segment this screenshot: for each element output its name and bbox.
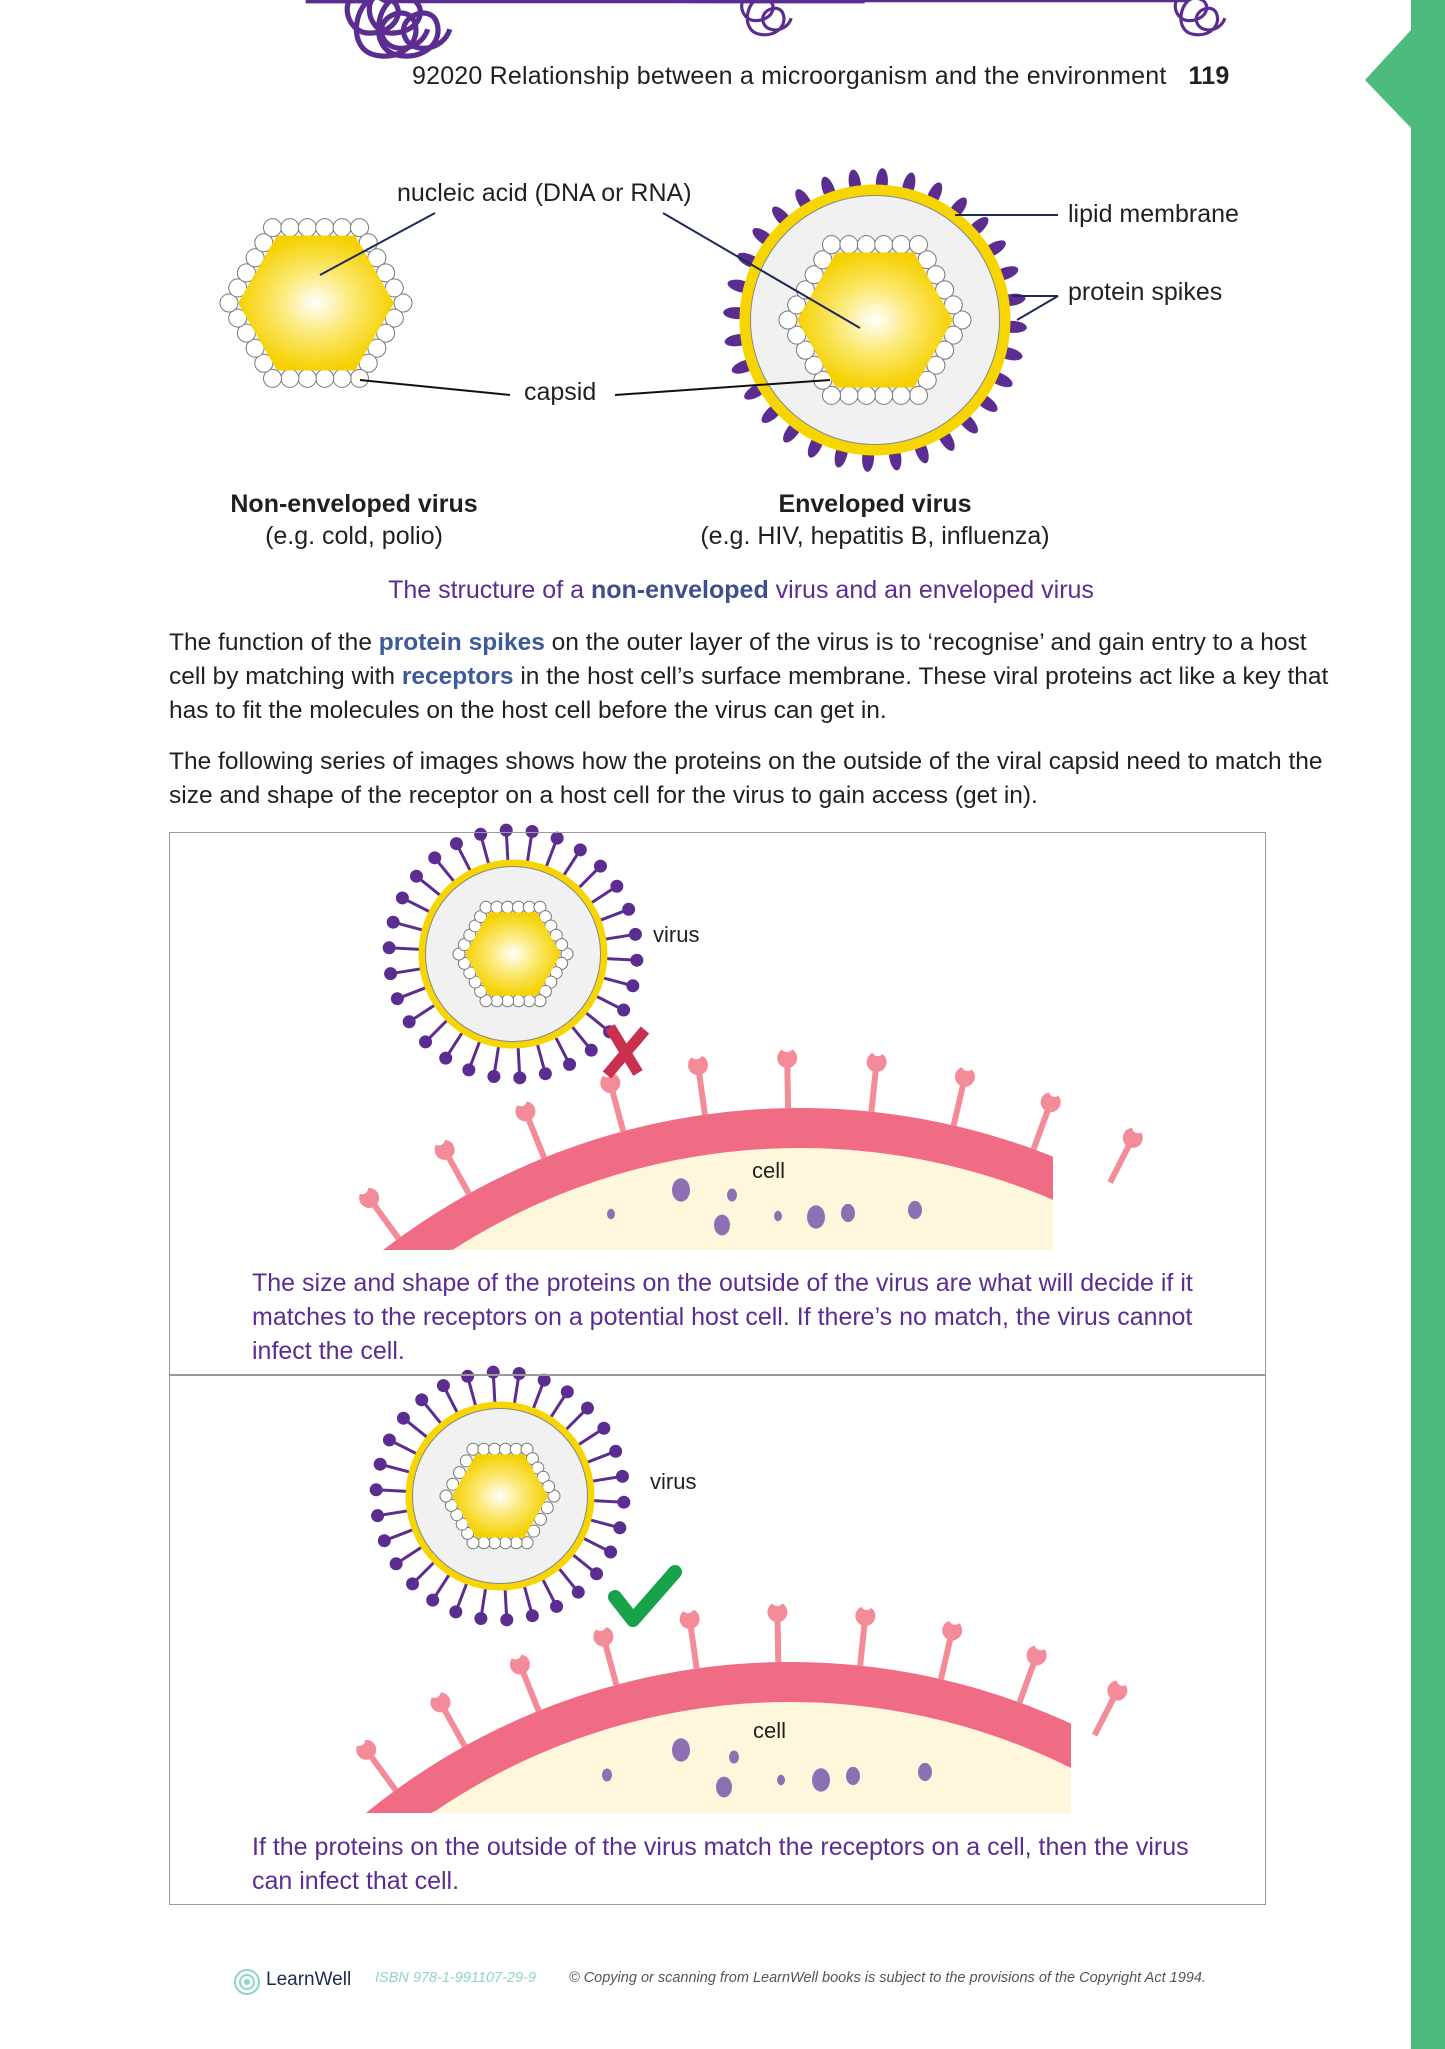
label-capsid: capsid bbox=[524, 378, 597, 406]
paragraph-series: The following series of images shows how the proteins on the outside of the viral capsid need to match the size and shape of the receptor on a host cell for the virus to gain access (get in). bbox=[169, 748, 1323, 809]
figure-caption bbox=[388, 576, 1094, 605]
capsid-protein bbox=[875, 386, 893, 404]
green-edge-strip bbox=[1411, 0, 1445, 2049]
label-protein-spikes: protein spikes bbox=[1068, 278, 1223, 306]
label-lipid-membrane: lipid membrane bbox=[1068, 200, 1239, 228]
panel1-cell-label: cell bbox=[752, 1158, 786, 1183]
capsid-protein bbox=[857, 236, 875, 254]
learnwell-logo-icon bbox=[235, 1970, 259, 1994]
caption-text: virus and an enveloped virus bbox=[768, 576, 1094, 604]
capsid-protein bbox=[333, 219, 351, 237]
capsid-protein bbox=[840, 386, 858, 404]
capsid-protein bbox=[351, 369, 369, 387]
label-nucleic-acid: nucleic acid (DNA or RNA) bbox=[397, 179, 692, 207]
caption-text: The structure of a bbox=[388, 576, 591, 604]
term-receptors: receptors bbox=[401, 663, 514, 690]
capsid-protein bbox=[298, 369, 316, 387]
non-enveloped-title: Non-enveloped virus bbox=[230, 490, 478, 518]
nucleic-acid bbox=[369, 0, 864, 56]
header-title: 92020 Relationship between a microorganism and the environment bbox=[412, 62, 1167, 90]
capsid-protein bbox=[857, 386, 875, 404]
capsid-protein bbox=[840, 236, 858, 254]
capsid-protein bbox=[333, 369, 351, 387]
page-tab bbox=[1365, 30, 1411, 128]
panel-divider bbox=[169, 1374, 1266, 1376]
enveloped-examples: (e.g. HIV, hepatitis B, influenza) bbox=[700, 522, 1050, 550]
text: The function of the bbox=[169, 629, 379, 656]
capsid-protein bbox=[910, 386, 928, 404]
footer-brand: LearnWell bbox=[266, 1969, 352, 1990]
capsid-protein bbox=[892, 386, 910, 404]
text: on the outer layer of the virus is to ‘recognise’ and gain entry to a host cell by matching with bbox=[169, 629, 1307, 690]
panel1-caption: The size and shape of the proteins on the outside of the virus are what will decide if it matches to the receptors on a potential host cell. If there’s no match, the virus cannot infect the cell. bbox=[252, 1269, 1193, 1365]
capsid-protein bbox=[298, 219, 316, 237]
panel-box bbox=[169, 832, 1266, 1905]
capsid-protein bbox=[892, 236, 910, 254]
caption-bold: non-enveloped bbox=[590, 576, 769, 604]
enveloped-title: Enveloped virus bbox=[778, 490, 972, 518]
term-protein-spikes: protein spikes bbox=[378, 629, 545, 656]
text: in the host cell’s surface membrane. These viral proteins act like a key that has to fit the molecules on the host cell before the virus can get in. bbox=[169, 663, 1329, 724]
capsid-protein bbox=[281, 219, 299, 237]
panel2-virus-label: virus bbox=[650, 1469, 697, 1494]
page-number: 119 bbox=[1188, 62, 1230, 90]
panel2-caption: If the proteins on the outside of the virus match the receptors on a cell, then the virus can infect that cell. bbox=[252, 1833, 1189, 1895]
capsid-protein bbox=[875, 236, 893, 254]
capsid-protein bbox=[823, 236, 841, 254]
capsid-protein bbox=[264, 219, 282, 237]
panel2-cell-label: cell bbox=[753, 1718, 787, 1743]
non-enveloped-examples: (e.g. cold, polio) bbox=[265, 522, 443, 550]
footer-copyright: © Copying or scanning from LearnWell books is subject to the provisions of the Copyright Act 1994. bbox=[569, 1970, 1206, 1986]
capsid-protein bbox=[316, 369, 334, 387]
running-header bbox=[412, 62, 1229, 91]
capsid-protein bbox=[316, 219, 334, 237]
nucleic-acid bbox=[493, 0, 1224, 35]
paragraph-protein-spikes bbox=[169, 626, 1329, 728]
nucleic-acid bbox=[506, 0, 791, 35]
capsid-protein bbox=[281, 369, 299, 387]
panel1-virus-label: virus bbox=[653, 922, 700, 947]
footer-isbn: ISBN 978-1-991107-29-9 bbox=[375, 1970, 536, 1986]
capsid-pointer bbox=[360, 380, 510, 395]
